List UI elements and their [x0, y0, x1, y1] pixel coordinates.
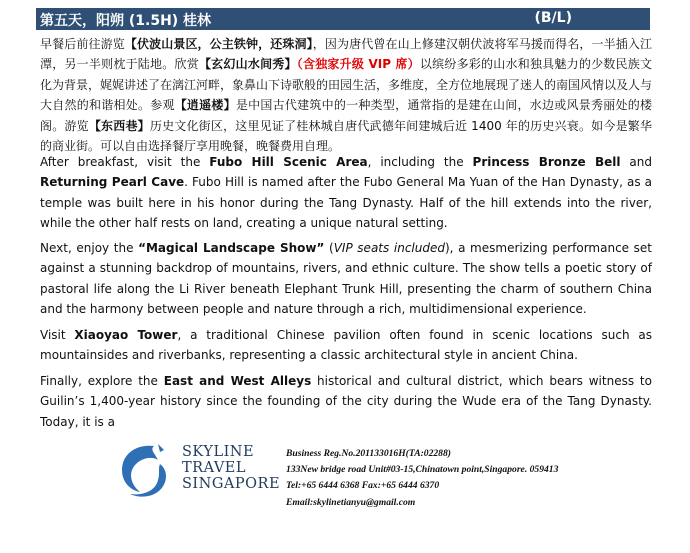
meals-indicator: (B/L)	[534, 10, 572, 26]
day-header-bar	[36, 8, 650, 30]
en-bold-fubo-hill: Fubo Hill Scenic Area	[209, 155, 368, 169]
skyline-logo-icon	[114, 440, 180, 504]
en-bold-tower: Xiaoyao Tower	[74, 328, 178, 342]
cn-text: 以缤纷多彩的山水和独具魅力的少数民族文化为背景，娓娓讲述了在漓江河畔，象鼻山下诗歌般的田园生活，多维度，全方位地展现了迷人的南国风情以及人与大自然的和谐相处。参观	[40, 57, 653, 113]
email-address: Email:skylinetianyu@gmail.com	[286, 496, 416, 508]
en-text: (	[324, 241, 334, 255]
cn-highlight-alleys: 【东西巷】	[88, 118, 150, 133]
cn-text: 历史文化街区，这里见证了桂林城自唐代武德年间建城后近 1400 年的历史兴衰。如今是繁华的商业街。可以自由选择餐厅享用晚餐，晚餐费用自理。	[40, 118, 652, 154]
company-footer	[0, 428, 690, 553]
en-bold-bronze-bell: Princess Bronze Bell	[472, 155, 621, 169]
cn-text: ，因为唐代曾在山上修建汉朝伏波将军马援而得名，一半插入江潭，另一半则枕于陆地。欣赏	[40, 37, 652, 72]
en-bold-alleys: East and West Alleys	[163, 374, 312, 388]
en-paragraph-tower	[40, 325, 652, 366]
brand-line-singapore: SINGAPORE	[182, 476, 281, 492]
en-bold-show: “Magical Landscape Show”	[138, 241, 325, 255]
en-text: and	[620, 155, 652, 169]
day-title: 第五天，阳朔 (1.5H) 桂林	[40, 13, 212, 29]
cn-vip-note: （含独家升级 VIP 席）	[296, 57, 420, 72]
cn-text: 是中国古代建筑中的一种类型，通常指的是建在山间，水边或风景秀丽处的楼阁。游览	[40, 98, 652, 133]
en-text: , a traditional Chinese pavilion often found in scenic locations such as mountainsides and riverbanks, representing a classic architectural style in ancient China.	[40, 328, 653, 363]
cn-highlight-tower: 【逍遥楼】	[174, 98, 236, 113]
business-registration: Business Reg.No.201133016H(TA:02288)	[286, 448, 451, 459]
brand-line-travel: TRAVEL	[182, 460, 247, 476]
en-italic-vip: VIP seats included	[333, 241, 445, 255]
cn-highlight-fubo: 【伏波山景区，公主铁钟，还珠洞】	[124, 37, 313, 51]
en-text: After breakfast, visit the	[40, 155, 210, 169]
en-text: historical and cultural district, which bears witness to Guilin’s 1,400-year history since the founding of the city during the Wude era of the Tang Dynasty. Today, it is a	[40, 374, 652, 429]
brand-line-skyline: SKYLINE	[182, 444, 255, 460]
tel-fax: Tel:+65 6444 6368 Fax:+65 6444 6370	[286, 480, 440, 492]
brand-name	[182, 444, 280, 492]
en-text: Visit	[40, 328, 75, 342]
en-paragraph-show	[40, 238, 652, 319]
cn-highlight-show: 【玄幻山水间秀】	[198, 57, 297, 72]
en-text: Next, enjoy the	[40, 241, 139, 255]
en-text: ), a mesmerizing performance set against a stunning backdrop of mountains, rivers, and ethnic culture. The show tells a poetic story of pastoral life along the Li River beneath Elephant Trunk Hill, presenting the charm of southern China and the harmony between people and nature through a rich, multidimensional experience.	[40, 241, 653, 316]
en-bold-pearl-cave: Returning Pearl Cave	[40, 175, 185, 190]
en-text: Finally, explore the	[40, 374, 164, 388]
contact-block	[286, 446, 558, 511]
en-paragraph-alleys	[40, 371, 652, 432]
cn-text: 早餐后前往游览	[40, 37, 125, 51]
en-text: , including the	[367, 155, 473, 169]
en-paragraph-fubo	[40, 152, 652, 233]
en-text: . Fubo Hill is named after the Fubo General Ma Yuan of the Han Dynasty, as a temple was built here in his honor during the Tang Dynasty. Half of the hill extends into the river, while the other half rests on land, creating a unique natural setting.	[40, 175, 652, 230]
chinese-description	[40, 34, 652, 156]
company-address: 133New bridge road Unit#03-15,Chinatown point,Singapore. 059413	[286, 464, 559, 476]
